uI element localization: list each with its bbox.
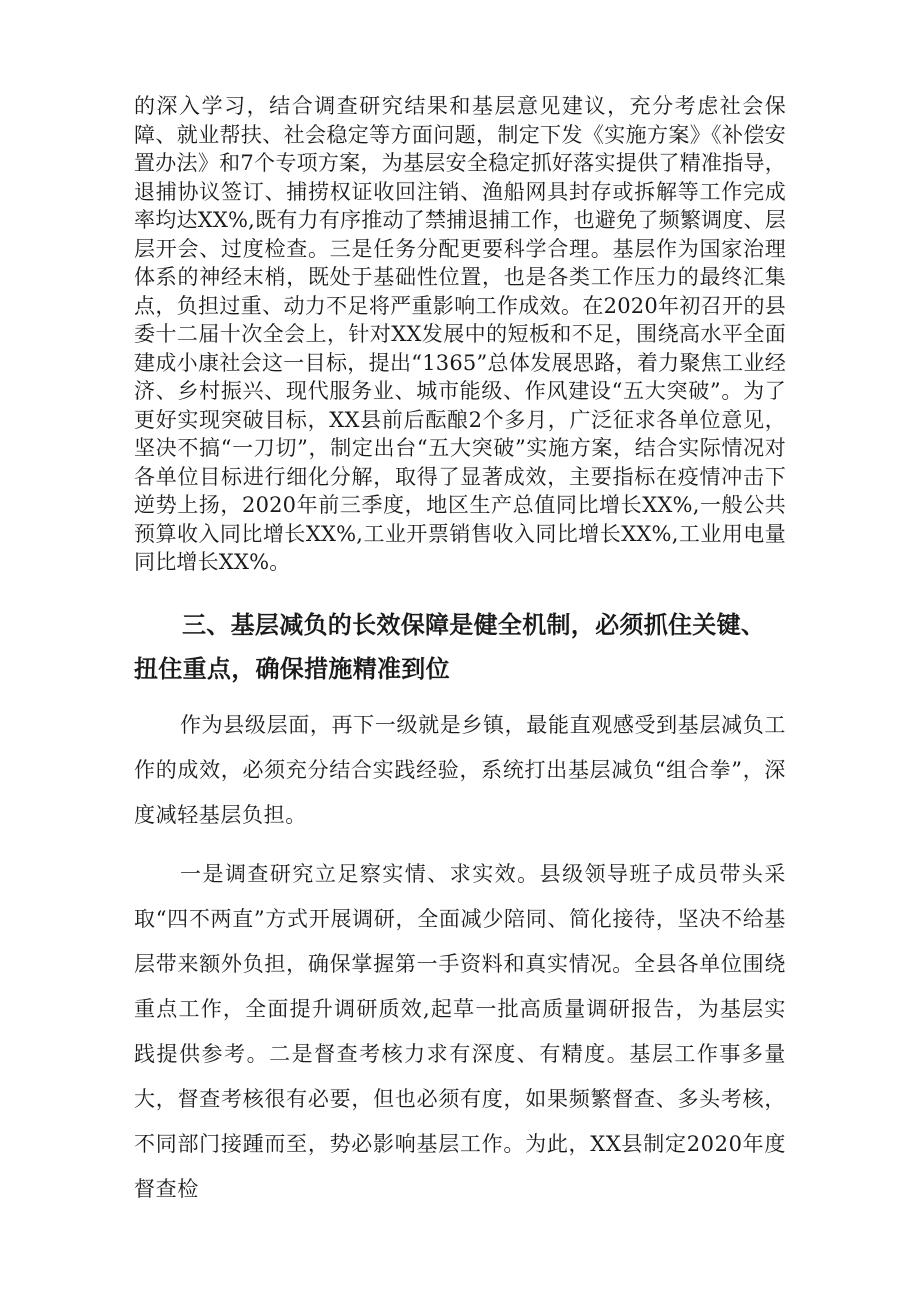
continued-paragraph: 的深入学习，结合调查研究结果和基层意见建议，充分考虑社会保障、就业帮扶、社会稳定等方面问题，制定下发《实施方案》《补偿安置办法》和7个专项方案，为基层安全稳定抓好落实提供了精准指导，退捕协议签订、捕捞权证收回注销、渔船网具封存或拆解等工作完成率均达XX%,既有力有序推动了禁捕退捕工作，也避免了频繁调度、层层开会、过度检查。三是任务分配更要科学合理。基层作为国家治理体系的神经末梢，既处于基础性位置，也是各类工作压力的最终汇集点，负担过重、动力不足将严重影响工作成效。在2020年初召开的县委十二届十次全会上，针对XX发展中的短板和不足，围绕高水平全面建成小康社会这一目标，提出“1365”总体发展思路，着力聚焦工业经济、乡村振兴、现代服务业、城市能级、作风建设“五大突破”。为了更好实现突破目标，XX县前后酝酿2个多月，广泛征求各单位意见，坚决不搞“一刀切”，制定出台“五大突破”实施方案，结合实际情况对各单位目标进行细化分解，取得了显著成效，主要指标在疫情冲击下逆势上扬，2020年前三季度，地区生产总值同比增长XX%,一般公共预算收入同比增长XX%,工业开票销售收入同比增长XX%,工业用电量同比增长XX%。 [134,94,786,574]
document-page [134,92,786,1212]
section-heading: 三、基层减负的长效保障是健全机制，必须抓住关键、扭住重点，确保措施精准到位 [134,610,766,683]
body-paragraph: 一是调查研究立足察实情、求实效。县级领导班子成员带头采取“四不两直”方式开展调研，全面减少陪同、简化接待，坚决不给基层带来额外负担，确保掌握第一手资料和真实情况。全县各单位围绕重点工作，全面提升调研质效,起草一批高质量调研报告，为基层实践提供参考。二是督查考核力求有深度、有精度。基层工作事多量大，督查考核很有必要，但也必须有度，如果频繁督查、多头考核，不同部门接踵而至，势必影响基层工作。为此，XX县制定2020年度督查检 [134,861,786,1201]
intro-paragraph: 作为县级层面，再下一级就是乡镇，最能直观感受到基层减负工作的成效，必须充分结合实践经验，系统打出基层减负“组合拳”，深度减轻基层负担。 [134,712,786,827]
